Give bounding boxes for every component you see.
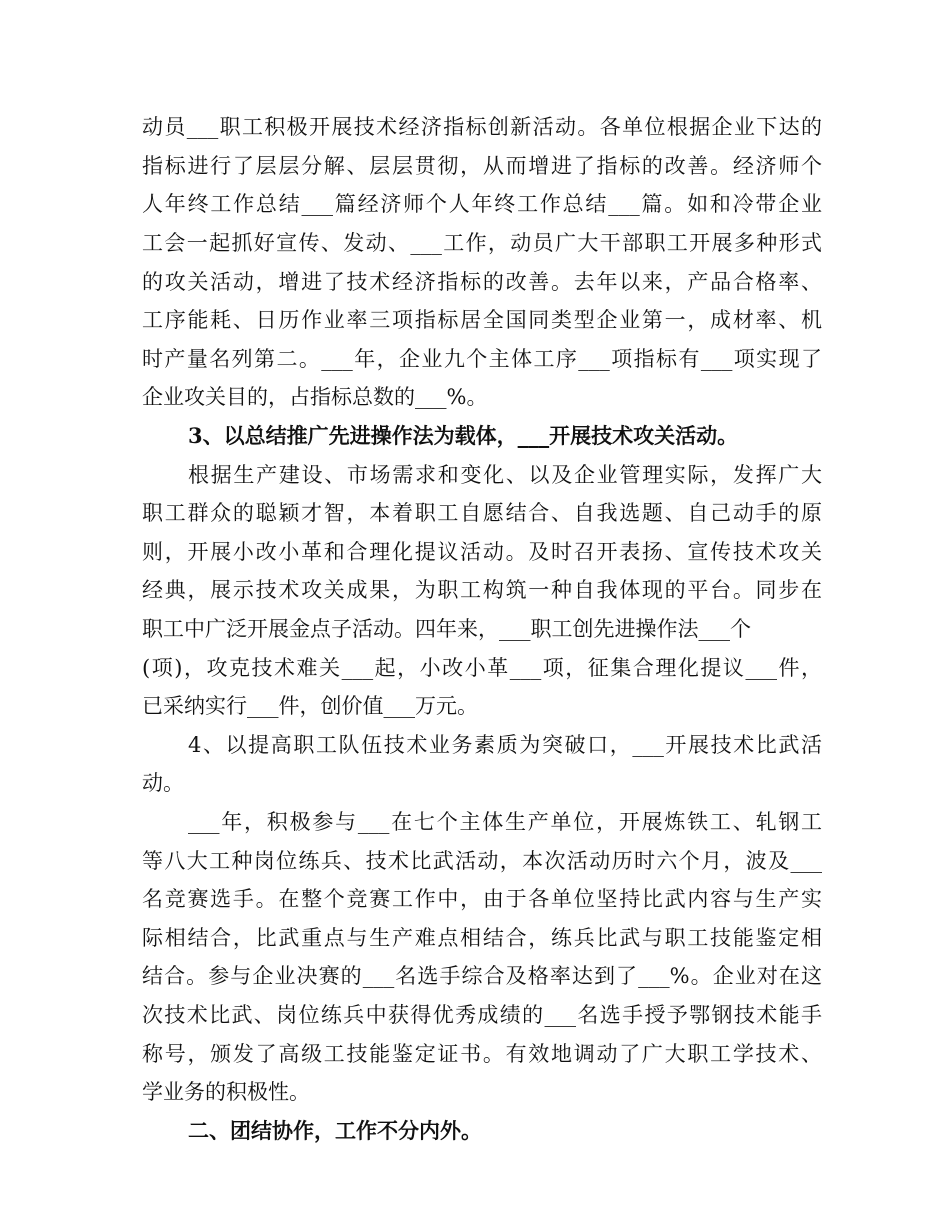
text-line-11: 职工群众的聪颖才智，本着职工自愿结合、自我选题、自己动手的原 (142, 501, 822, 525)
text-line-7: 时产量名列第二。___年，企业九个主体工序___项指标有___项实现了 (142, 347, 822, 371)
text-line-26: 学业务的积极性。 (142, 1080, 310, 1104)
text-line-16: 已采纳实行___件，创价值___万元。 (142, 694, 478, 718)
section-heading-2: 二、团结协作，工作不分内外。 (188, 1118, 482, 1143)
section-heading-3: 3、以总结推广先进操作法为载体，___开展技术攻关活动。 (188, 423, 739, 448)
text-line-13: 经典，展示技术攻关成果，为职工构筑一种自我体现的平台。同步在 (142, 578, 822, 602)
text-line-21: 名竞赛选手。在整个竞赛工作中，由于各单位坚持比武内容与生产实 (142, 887, 822, 911)
text-line-19: ___年，积极参与___在七个主体生产单位，开展炼铁工、轧钢工 (188, 810, 822, 834)
text-line-25: 称号，颁发了高级工技能鉴定证书。有效地调动了广大职工学技术、 (142, 1042, 822, 1066)
text-line-22: 际相结合，比武重点与生产难点相结合，练兵比武与职工技能鉴定相 (142, 926, 822, 950)
text-line-14: 职工中广泛开展金点子活动。四年来，___职工创先进操作法___个 (142, 617, 751, 641)
text-line-8: 企业攻关目的，占指标总数的___%。 (142, 385, 488, 409)
text-line-6: 工序能耗、日历作业率三项指标居全国同类型企业第一，成材率、机 (142, 308, 822, 332)
text-line-10: 根据生产建设、市场需求和变化、以及企业管理实际，发挥广大 (188, 463, 822, 487)
text-line-2: 指标进行了层层分解、层层贯彻，从而增进了指标的改善。经济师个 (142, 154, 822, 178)
text-line-18: 动。 (142, 771, 184, 795)
text-line-5: 的攻关活动，增进了技术经济指标的改善。去年以来，产品合格率、 (142, 270, 822, 294)
text-line-20: 等八大工种岗位练兵、技术比武活动，本次活动历时六个月，波及___ (142, 849, 822, 873)
text-line-15: (项)，攻克技术难关___起，小改小革___项，征集合理化提议___件， (142, 656, 822, 680)
text-line-23: 结合。参与企业决赛的___名选手综合及格率达到了___%。企业对在这 (142, 964, 822, 988)
text-line-1: 动员___职工积极开展技术经济指标创新活动。各单位根据企业下达的 (142, 115, 822, 139)
text-line-12: 则，开展小改小革和合理化提议活动。及时召开表扬、宣传技术攻关 (142, 540, 822, 564)
text-line-4: 工会一起抓好宣传、发动、___工作，动员广大干部职工开展多种形式 (142, 231, 822, 255)
section-heading-4: 4、以提高职工队伍技术业务素质为突破口，___开展技术比武活 (188, 733, 822, 757)
text-line-3: 人年终工作总结___篇经济师个人年终工作总结___篇。如和冷带企业 (142, 192, 822, 216)
text-line-24: 次技术比武、岗位练兵中获得优秀成绩的___名选手授予鄂钢技术能手 (142, 1003, 822, 1027)
